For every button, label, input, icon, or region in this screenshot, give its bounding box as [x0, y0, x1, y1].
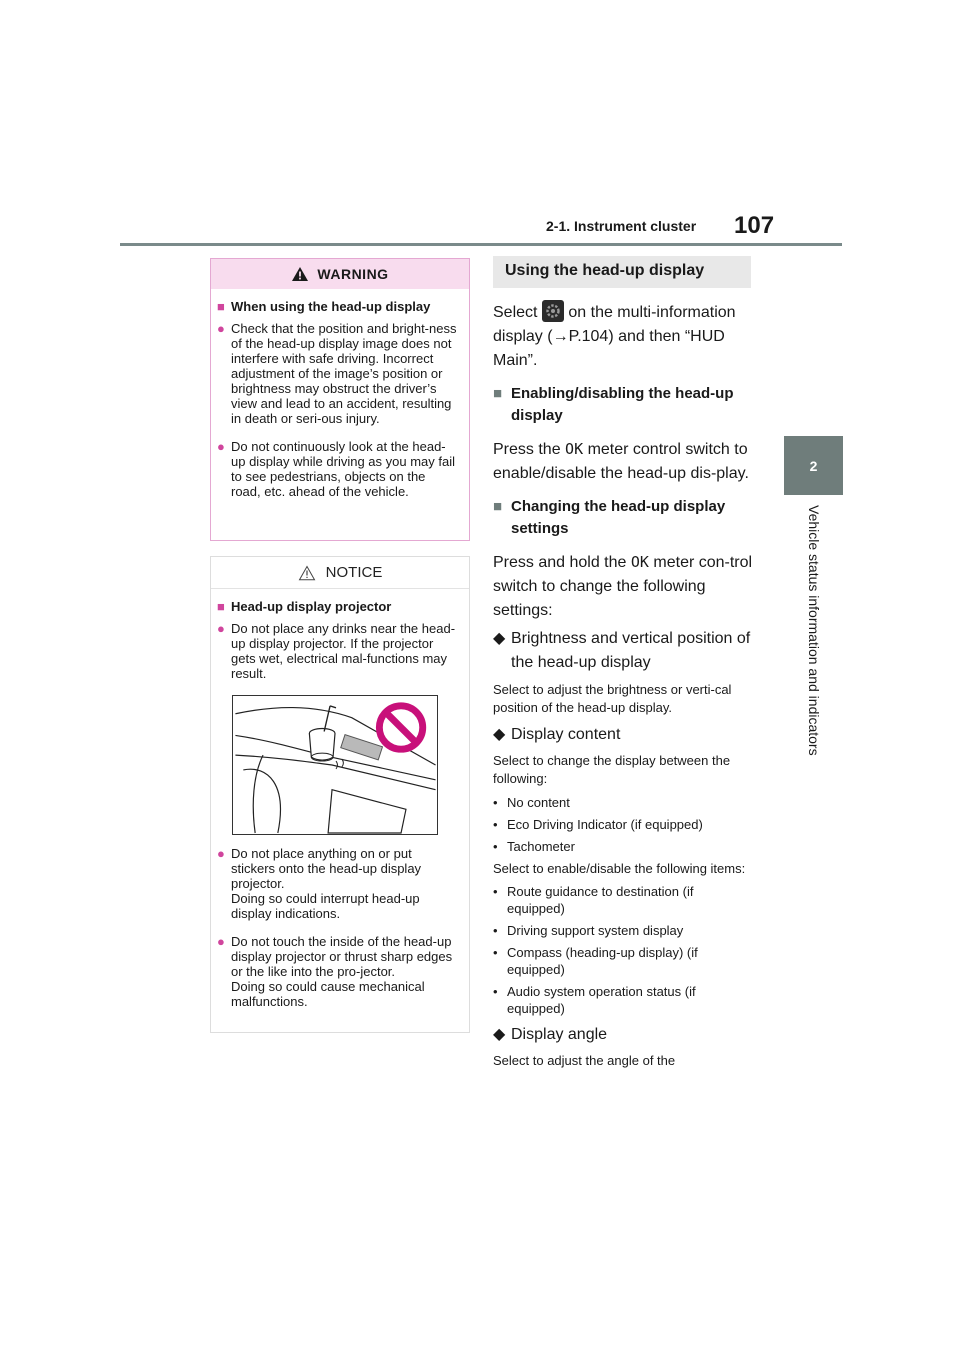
square-bullet-icon: ■: [217, 299, 225, 314]
enable-paragraph: Press the OK meter control switch to enable/disable the head-up dis-play.: [493, 440, 749, 482]
header-divider: [120, 243, 842, 246]
warning-bullet: ● Check that the position and bright-ness of the head-up display image does not interfere with safe driving. Incorrect adjustment of the image’s position or brightness may obstruct the driver’s view and lead to an accident, resulting in death or seri-ous injury.: [217, 321, 457, 426]
list-item: • Tachometer: [493, 839, 575, 854]
warning-body: [211, 289, 469, 499]
chapter-side-label: [806, 505, 824, 805]
warning-box: [210, 258, 470, 541]
chapter-title: Vehicle status information and indicators: [806, 505, 822, 756]
header-section-title: 2-1. Instrument cluster: [546, 218, 697, 234]
square-bullet-icon: ■: [493, 498, 503, 515]
circle-bullet-icon: ●: [217, 439, 225, 454]
list-item: • Driving support system display: [493, 923, 684, 938]
warning-header: [211, 259, 469, 289]
setting-item: ◆ Brightness and vertical position of the head-up display: [493, 627, 753, 675]
chapter-tab: [784, 436, 843, 495]
ok-switch-glyph: OK: [565, 440, 584, 458]
square-bullet-icon: ■: [493, 385, 503, 402]
list-item: • Audio system operation status (if equipped): [493, 984, 696, 1016]
intro-paragraph: Select on the multi-information display (→P.104) and then “HUD Main”.: [493, 300, 753, 373]
circle-bullet-icon: ●: [217, 934, 225, 949]
no-drinks-illustration: [232, 695, 438, 835]
setting-description: Select to change the display between the following:: [493, 753, 731, 786]
section-title: Using the head-up display: [493, 256, 751, 288]
notice-title: NOTICE: [325, 564, 383, 581]
diamond-bullet-icon: ◆: [493, 1026, 506, 1043]
notice-body-continued: [211, 846, 469, 1009]
diamond-bullet-icon: ◆: [493, 726, 506, 743]
list-item: • No content: [493, 795, 570, 810]
subsection-title: ■ Enabling/disabling the head-up display: [493, 383, 753, 427]
setting-description: Select to enable/disable the following items:: [493, 861, 746, 876]
chapter-number: 2: [809, 457, 818, 474]
settings-paragraph: Press and hold the OK meter con-trol switch to change the following settings:: [493, 553, 753, 619]
square-bullet-icon: ■: [217, 599, 225, 614]
ok-switch-glyph: OK: [630, 553, 649, 571]
page-number: 107: [734, 212, 775, 239]
notice-body: [211, 589, 469, 681]
main-content: [493, 300, 753, 1070]
settings-gear-icon: [542, 300, 564, 322]
setting-item: ◆ Display content: [493, 723, 753, 747]
subsection-title: ■ Changing the head-up display settings: [493, 496, 753, 540]
setting-item: ◆ Display angle: [493, 1023, 753, 1047]
warning-subhead: ■ When using the head-up display: [217, 299, 431, 314]
notice-bullet: ● Do not place any drinks near the head-up display projector. If the projector gets wet, electrical mal-functions may result.: [217, 621, 456, 681]
notice-box: [210, 556, 470, 1033]
list-item: • Eco Driving Indicator (if equipped): [493, 817, 703, 832]
circle-bullet-icon: ●: [217, 321, 225, 336]
setting-description: Select to adjust the angle of the: [493, 1053, 676, 1068]
setting-description: Select to adjust the brightness or verti-cal position of the head-up display.: [493, 682, 732, 715]
warning-triangle-icon: [291, 266, 309, 282]
notice-subhead: ■ Head-up display projector: [217, 599, 392, 614]
notice-header: [211, 557, 469, 589]
notice-bullet: ● Do not touch the inside of the head-up display projector or thrust sharp edges or the like into the pro-jector. Doing so could cause mechanical malfunctions.: [217, 934, 453, 1009]
diamond-bullet-icon: ◆: [493, 630, 506, 647]
notice-bullet: ● Do not place anything on or put stickers onto the head-up display projector. Doing so could interrupt head-up display indications.: [217, 846, 422, 921]
caution-triangle-icon: [298, 565, 316, 581]
circle-bullet-icon: ●: [217, 621, 225, 636]
circle-bullet-icon: ●: [217, 846, 225, 861]
list-item: • Route guidance to destination (if equipped): [493, 884, 694, 916]
list-item: • Compass (heading-up display) (if equipped): [493, 945, 698, 977]
warning-title: WARNING: [317, 266, 389, 282]
warning-bullet: ● Do not continuously look at the head-up display while driving as you may fail to see pedestrians, objects on the road, etc. ahead of the vehicle.: [217, 439, 455, 499]
